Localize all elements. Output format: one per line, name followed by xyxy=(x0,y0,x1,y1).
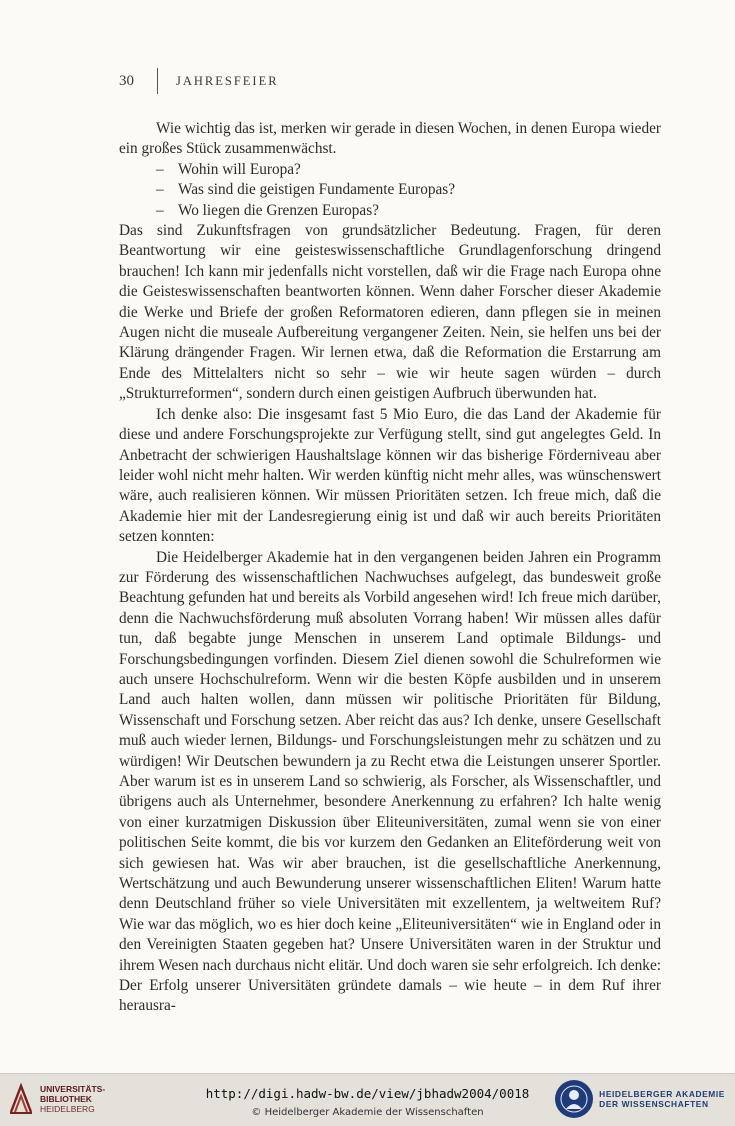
list-item-text: Wohin will Europa? xyxy=(178,160,301,178)
list-item xyxy=(156,180,661,200)
academy-logo[interactable] xyxy=(555,1080,725,1118)
running-title: JAHRESFEIER xyxy=(176,73,279,88)
list-item xyxy=(156,160,661,180)
academy-seal-icon xyxy=(555,1080,593,1118)
header-divider xyxy=(157,68,158,94)
copyright-notice: © Heidelberger Akademie der Wissenschaften xyxy=(251,1107,484,1118)
list-dash: – xyxy=(156,181,164,199)
library-name: UNIVERSITÄTS- BIBLIOTHEK HEIDELBERG xyxy=(40,1084,106,1114)
paragraph-3: Ich denke also: Die insgesamt fast 5 Mio Euro, die das Land der Akademie für diese und andere Forschungsprojekte zur Verfügung stellt, sind gut angelegtes Geld. In Anbetracht der schwierigen Haushaltslage können wir das bisherige Förderniveau aber leider wohl nicht mehr halten. Wir werden künftig nicht mehr alles, was wünschenswert wäre, auch realisieren können. Wir müssen Prioritäten setzen. Ich freue mich, daß die Akademie hier mit der Landesregierung einig ist und daß wir auch bereits Prioritäten setzen konnten: xyxy=(119,405,661,546)
academy-name: HEIDELBERGER AKADEMIE DER WISSENSCHAFTEN xyxy=(599,1089,725,1109)
running-head xyxy=(119,70,279,92)
list-item xyxy=(156,201,661,221)
list-item-text: Was sind die geistigen Fundamente Europas? xyxy=(178,181,456,199)
paragraph-1: Wie wichtig das ist, merken wir gerade in diesen Wochen, in denen Europa wieder ein großes Stück zusammenwächst. xyxy=(119,120,661,158)
page-number: 30 xyxy=(119,72,134,89)
paragraph-4: Die Heidelberger Akademie hat in den vergangenen beiden Jahren ein Programm zur Förderung des wissenschaftlichen Nachwuchses aufgelegt, das bundesweit große Beachtung gefunden hat und bereits als Vorbild angesehen wird! Ich freue mich darüber, denn die Nachwuchsförderung muß absoluten Vorrang haben! Wir müssen alles dafür tun, daß begabte junge Menschen in unserem Land optimale Bildungs- und Forschungsbedingungen vorfinden. Diesem Ziel dienen sowohl die Schulreformen wie auch unsere Hochschulreform. Wenn wir die besten Köpfe ausbilden und in unserem Land auch halten wollen, dann müssen wir politische Prioritäten für Bildung, Wissenschaft und Forschung setzen. Aber reicht das aus? Ich denke, unsere Gesellschaft muß auch wieder lernen, Bildungs- und Forschungsleistungen mehr zu schätzen und zu würdigen! Wir Deutschen bewundern ja zu Recht etwa die Leistungen unserer Sportler. Aber warum ist es in unserem Land so schwierig, als Forscher, als Wissenschaftler, und übrigens auch als Unternehmer, besondere Anerkennung zu erfahren? Ich halte wenig von einer kurzatmigen Diskussion über Eliteuniversitäten, zumal wenn sie von einer politischen Seite kommt, die bis vor kurzem den Gedanken an Eliteförderung weit von sich gewiesen hat. Was wir aber brauchen, ist die gesellschaftliche Anerkennung, Wertschätzung und auch Bewunderung unserer wissenschaftlichen Eliten! Warum hatte denn Deutschland früher so viele Universitäten mit exzellentem, ja weltweitem Ruf? Wie war das möglich, wo es hier doch keine „Eliteuniversitäten“ wie in England oder in den Vereinigten Staaten gegeben hat? Unsere Universitäten waren in der Struktur und ihrem Wesen nach durchaus nicht elitär. Und doch waren sie sehr erfolgreich. Ich denke: Der Erfolg unserer Universitäten gründete damals – wie heute – in dem Ruf ihrer herausra- xyxy=(119,548,661,1015)
list-item-text: Wo liegen die Grenzen Europas? xyxy=(178,201,379,219)
viewer-footer xyxy=(0,1073,735,1126)
question-list xyxy=(119,160,661,221)
list-dash: – xyxy=(156,201,164,219)
document-url-link[interactable]: http://digi.hadw-bw.de/view/jbhadw2004/0018 xyxy=(205,1086,530,1101)
list-dash: – xyxy=(156,160,164,178)
paragraph-2: Das sind Zukunftsfragen von grundsätzlicher Bedeutung. Fragen, für deren Beantwortung wir eine geisteswissenschaftliche Grundlagenforschung dringend brauchen! Ich kann mir jedenfalls nicht vorstellen, daß wir die Frage nach Europa ohne die Geisteswissenschaften beantworten können. Wenn daher Forscher dieser Akademie die Werke und Briefe der großen Reformatoren edieren, dann pflegen sie in meinen Augen nicht die museale Aufbereitung vergangener Zeiten. Nein, sie helfen uns bei der Klärung drängender Fragen. Wir lernen etwa, daß die Reformation die Erstarrung am Ende des Mittelalters nicht so sehr – wie wir heute sagen würden – durch „Strukturreformen“, sondern durch einen geistigen Aufbruch überwunden hat. xyxy=(119,222,661,403)
body-text xyxy=(119,119,661,1017)
